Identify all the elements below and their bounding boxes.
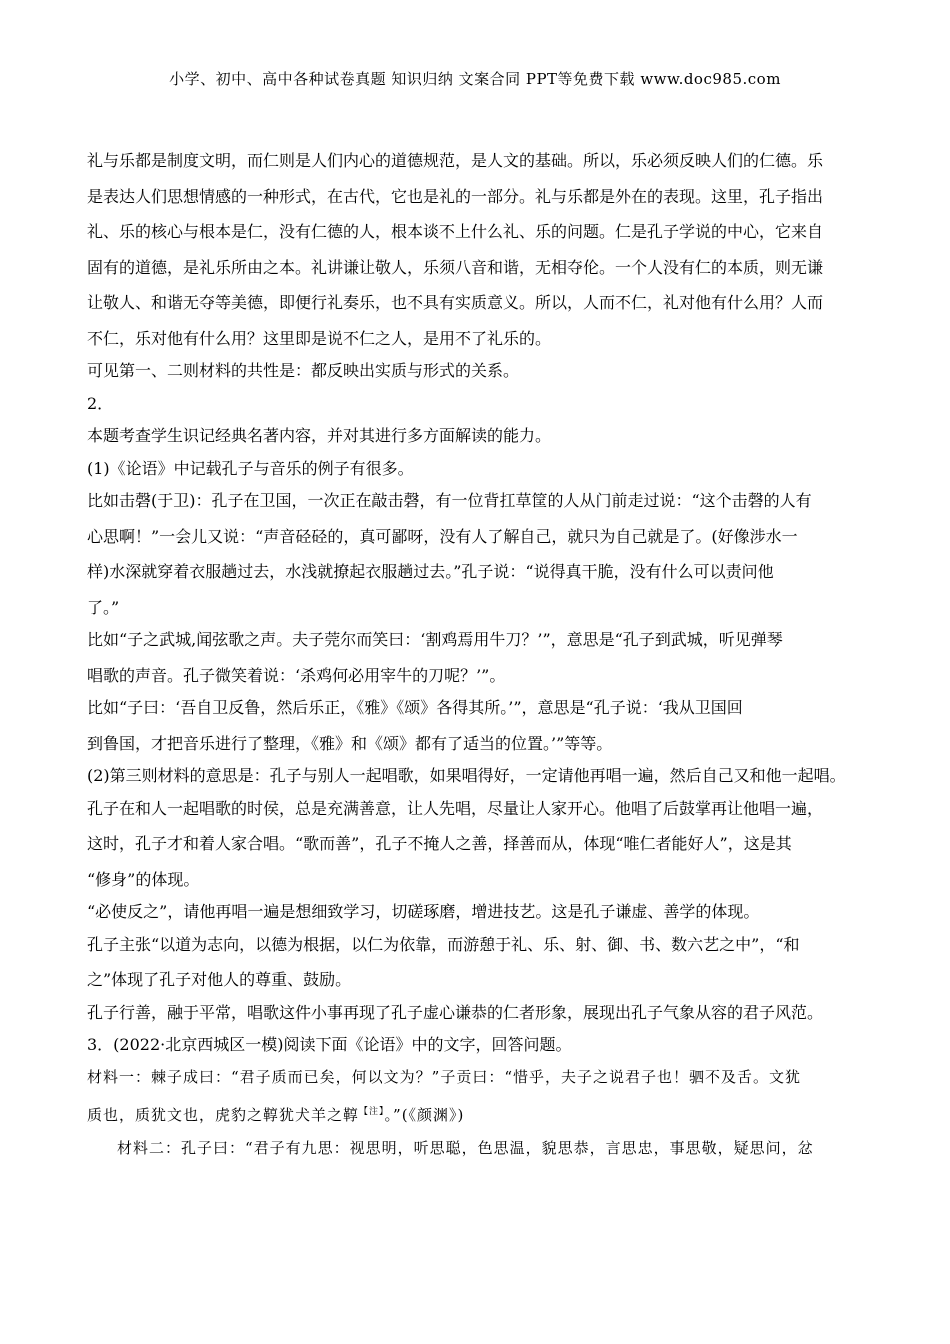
text-line: 3．(2022·北京西城区一模)阅读下面《论语》中的文字，回答问题。: [87, 1035, 572, 1054]
text-line: 唱歌的声音。孔子微笑着说：‘杀鸡何必用宰牛的刀呢？’”。: [87, 665, 506, 685]
text-line: (2)第三则材料的意思是：孔子与别人一起唱歌，如果唱得好，一定请他再唱一遍，然后自己又和他一起唱。: [87, 766, 846, 785]
text-line: 让敬人、和谐无夺等美德，即便行礼奏乐，也不具有实质意义。所以，人而不仁，礼对他有什么用？人而: [87, 293, 824, 312]
text-line: (1)《论语》中记载孔子与音乐的例子有很多。: [87, 458, 414, 478]
answer-text: [87, 150, 869, 1055]
text-line: 可见第一、二则材料的共性是：都反映出实质与形式的关系。: [87, 361, 520, 380]
material-one-line-1: 材料一：棘子成曰：“君子质而已矣，何以文为？”子贡曰：“惜乎，夫子之说君子也！驷不及舌。文犹: [87, 1067, 802, 1086]
text-line: 比如“子曰：‘吾自卫反鲁，然后乐正，《雅》《颂》各得其所。’”，意思是“孔子说：‘我从卫国回: [87, 698, 743, 717]
text-line: 了。”: [87, 597, 120, 617]
material-two-line-1: 材料二：孔子曰：“君子有九思：视思明，听思聪，色思温，貌思恭，言思忠，事思敬，疑思问，忿: [117, 1138, 814, 1157]
text-line: 到鲁国，才把音乐进行了整理，《雅》和《颂》都有了适当的位置。’”等等。: [87, 733, 613, 753]
text-line: 礼、乐的核心与根本是仁，没有仁德的人，根本谈不上什么礼、乐的问题。仁是孔子学说的中心，它来自: [87, 222, 824, 241]
text-line: 之”体现了孔子对他人的尊重、鼓励。: [87, 970, 352, 989]
material-one-text: 质也，质犹文也，虎豹之鞟犹犬羊之鞟: [87, 1106, 360, 1124]
text-line: 2．: [87, 393, 114, 413]
text-line: 不仁，乐对他有什么用？这里即是说不仁之人，是用不了礼乐的。: [87, 328, 552, 348]
text-line: 礼与乐都是制度文明，而仁则是人们内心的道德规范，是人文的基础。所以，乐必须反映人们的仁德。乐: [87, 151, 824, 170]
text-line: 孔子行善，融于平常，唱歌这件小事再现了孔子虚心谦恭的仁者形象，展现出孔子气象从容的君子风范。: [87, 1002, 824, 1022]
text-line: 孔子在和人一起唱歌的时侯，总是充满善意，让人先唱，尽量让人家开心。他唱了后鼓掌再让他唱一遍，: [87, 798, 824, 818]
text-line: 样)水深就穿着衣服趟过去，水浅就撩起衣服趟过去。”孔子说：“说得真干脆，没有什么可以责问他: [87, 562, 774, 581]
text-line: 这时，孔子才和着人家合唱。“歌而善”，孔子不掩人之善，择善而从，体现“唯仁者能好人”，这是其: [87, 834, 792, 853]
text-line: 比如击磬(于卫)：孔子在卫国，一次正在敲击磬，有一位背扛草筐的人从门前走过说：“这个击磬的人有: [87, 491, 812, 510]
text-line: 心思啊！”一会儿又说：“声音硁硁的，真可鄙呀，没有人了解自己，就只为自己就是了。(好像涉水一: [87, 526, 798, 546]
text-line: 固有的道德，是礼乐所由之本。礼讲谦让敬人，乐须八音和谐，无相夺伦。一个人没有仁的本质，则无谦: [87, 257, 824, 277]
material-one-line-2: [87, 1102, 869, 1123]
text-line: 是表达人们思想情感的一种形式，在古代，它也是礼的一部分。礼与乐都是外在的表现。这里，孔子指出: [87, 186, 824, 206]
text-line: “必使反之”，请他再唱一遍是想细致学习，切磋琢磨，增进技艺。这是孔子谦虚、善学的体现。: [87, 902, 760, 921]
text-line: “修身”的体现。: [87, 869, 200, 889]
document-body: [87, 150, 869, 1159]
footnote-marker: 【注】: [359, 1107, 385, 1117]
text-line: 本题考查学生识记经典名著内容，并对其进行多方面解读的能力。: [87, 426, 552, 445]
material-one-source: 。”(《颜渊》): [384, 1106, 465, 1124]
text-line: 比如“子之武城,闻弦歌之声。夫子莞尔而笑曰：‘割鸡焉用牛刀？’”，意思是“孔子到武城，听见弹琴: [87, 630, 783, 649]
page-header: 小学、初中、高中各种试卷真题 知识归纳 文案合同 PPT等免费下载 www.doc985.com: [169, 70, 781, 88]
text-line: 孔子主张“以道为志向，以德为根据，以仁为依靠，而游憩于礼、乐、射、御、书、数六艺之中”，“和: [87, 934, 800, 954]
